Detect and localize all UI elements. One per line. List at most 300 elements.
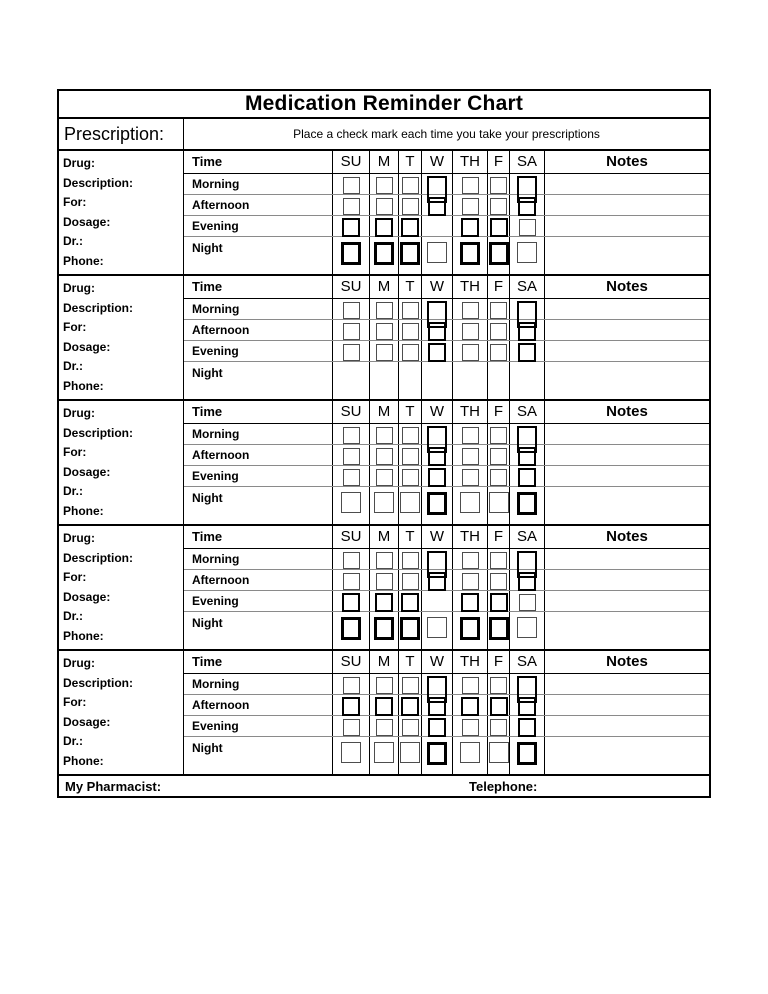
- checkbox[interactable]: [518, 197, 536, 216]
- field-label: Dr.:: [63, 359, 84, 373]
- checkbox[interactable]: [343, 302, 360, 319]
- notes-cell: [544, 424, 709, 444]
- checkbox[interactable]: [460, 617, 480, 640]
- checkbox[interactable]: [428, 197, 446, 216]
- check-cell: [452, 445, 487, 465]
- prescription-row: [59, 119, 709, 149]
- checkbox[interactable]: [490, 323, 507, 340]
- check-cell: [369, 195, 398, 215]
- checkbox[interactable]: [427, 617, 447, 638]
- checkbox[interactable]: [489, 492, 509, 513]
- checkbox[interactable]: [402, 719, 419, 736]
- field-label: Dosage:: [63, 214, 111, 229]
- checkbox[interactable]: [518, 572, 536, 591]
- time-row: [184, 362, 709, 399]
- checkbox[interactable]: [462, 448, 479, 465]
- check-cell: [452, 424, 487, 444]
- checkbox[interactable]: [490, 719, 507, 736]
- checkbox[interactable]: [343, 448, 360, 465]
- checkbox[interactable]: [400, 242, 420, 265]
- checkbox[interactable]: [402, 448, 419, 465]
- checkbox[interactable]: [517, 742, 537, 765]
- checkbox[interactable]: [490, 469, 507, 486]
- check-cell: [452, 695, 487, 715]
- checkbox[interactable]: [490, 593, 508, 612]
- checkbox[interactable]: [427, 742, 447, 765]
- notes-cell: [544, 320, 709, 340]
- checkbox[interactable]: [341, 492, 361, 513]
- checkbox[interactable]: [374, 492, 394, 513]
- check-cell: [332, 237, 369, 274]
- checkbox[interactable]: [518, 718, 536, 737]
- checkbox[interactable]: [518, 697, 536, 716]
- checkbox[interactable]: [376, 469, 393, 486]
- checkbox[interactable]: [489, 617, 509, 640]
- day-header: SU: [332, 651, 369, 673]
- checkbox[interactable]: [428, 718, 446, 737]
- checkbox[interactable]: [462, 573, 479, 590]
- field-label: Dr.:: [63, 234, 84, 248]
- check-cell: [509, 466, 544, 486]
- checkbox[interactable]: [376, 552, 393, 569]
- time-label: Evening: [192, 718, 239, 733]
- field-label: Description:: [63, 300, 134, 315]
- day-header: TH: [452, 526, 487, 548]
- checkbox[interactable]: [490, 177, 507, 194]
- check-cell: [452, 549, 487, 569]
- check-cell: [487, 445, 509, 465]
- check-cell: [332, 591, 369, 611]
- day-header: SU: [332, 401, 369, 423]
- day-header: M: [369, 651, 398, 673]
- check-cell: [332, 549, 369, 569]
- time-header: Time: [192, 654, 223, 670]
- check-cell: [487, 466, 509, 486]
- checkbox[interactable]: [401, 697, 419, 716]
- checkbox[interactable]: [462, 323, 479, 340]
- check-cell: [487, 674, 509, 694]
- notes-cell: [544, 737, 709, 774]
- check-cell: [369, 320, 398, 340]
- time-row: [184, 341, 709, 362]
- checkbox[interactable]: [374, 242, 394, 265]
- check-cell: [452, 466, 487, 486]
- notes-cell: [544, 695, 709, 715]
- checkbox[interactable]: [341, 242, 361, 265]
- checkbox[interactable]: [489, 742, 509, 763]
- checkbox[interactable]: [376, 344, 393, 361]
- check-cell: [398, 612, 421, 649]
- check-cell: [452, 174, 487, 194]
- check-cell: [509, 487, 544, 524]
- check-cell: [398, 737, 421, 774]
- time-row: [184, 195, 709, 216]
- checkbox[interactable]: [341, 617, 361, 640]
- time-header: Time: [192, 404, 223, 420]
- checkbox[interactable]: [376, 323, 393, 340]
- checkbox[interactable]: [490, 552, 507, 569]
- check-cell: [398, 591, 421, 611]
- checkbox[interactable]: [462, 302, 479, 319]
- time-label: Morning: [192, 676, 240, 691]
- check-cell: [509, 237, 544, 274]
- day-header: SA: [509, 651, 544, 673]
- notes-cell: [544, 237, 709, 274]
- check-cell: [369, 466, 398, 486]
- checkbox[interactable]: [461, 593, 479, 612]
- check-cell: [487, 216, 509, 236]
- day-header-row: [184, 151, 709, 174]
- check-cell: [509, 341, 544, 361]
- time-label: Night: [192, 365, 223, 380]
- checkbox[interactable]: [490, 448, 507, 465]
- checkbox[interactable]: [400, 742, 420, 763]
- schedule-grid: [184, 401, 709, 524]
- checkbox[interactable]: [376, 719, 393, 736]
- check-cell: [369, 716, 398, 736]
- field-label: Description:: [63, 550, 134, 565]
- check-cell: [421, 716, 452, 736]
- checkbox[interactable]: [402, 177, 419, 194]
- check-cell: [332, 466, 369, 486]
- medication-block: [59, 649, 709, 774]
- check-cell: [509, 299, 544, 319]
- day-header: M: [369, 151, 398, 173]
- check-cell: [487, 362, 509, 399]
- checkbox[interactable]: [376, 573, 393, 590]
- field-label: Drug:: [63, 406, 95, 420]
- check-cell: [369, 445, 398, 465]
- field-label: Description:: [63, 675, 134, 690]
- check-cell: [421, 487, 452, 524]
- check-cell: [369, 424, 398, 444]
- check-cell: [421, 570, 452, 590]
- checkbox[interactable]: [518, 322, 536, 341]
- checkbox[interactable]: [343, 344, 360, 361]
- check-cell: [509, 216, 544, 236]
- check-cell: [421, 362, 452, 399]
- time-row: [184, 716, 709, 737]
- checkbox[interactable]: [460, 242, 480, 265]
- checkbox[interactable]: [460, 492, 480, 513]
- schedule-grid: [184, 651, 709, 774]
- checkbox[interactable]: [376, 427, 393, 444]
- checkbox[interactable]: [462, 719, 479, 736]
- check-cell: [398, 299, 421, 319]
- checkbox[interactable]: [462, 552, 479, 569]
- checkbox[interactable]: [517, 242, 537, 263]
- checkbox[interactable]: [490, 697, 508, 716]
- check-cell: [332, 424, 369, 444]
- checkbox[interactable]: [376, 198, 393, 215]
- day-header: SU: [332, 151, 369, 173]
- time-row: [184, 591, 709, 612]
- check-cell: [369, 674, 398, 694]
- checkbox[interactable]: [519, 594, 536, 611]
- day-header: M: [369, 401, 398, 423]
- checkbox[interactable]: [341, 742, 361, 763]
- checkbox[interactable]: [518, 468, 536, 487]
- day-header: T: [398, 276, 421, 298]
- checkbox[interactable]: [342, 218, 360, 237]
- checkbox[interactable]: [462, 469, 479, 486]
- field-label: Dosage:: [63, 714, 111, 729]
- checkbox[interactable]: [427, 242, 447, 263]
- time-label: Evening: [192, 343, 239, 358]
- notes-cell: [544, 570, 709, 590]
- day-header: W: [421, 276, 452, 298]
- checkbox[interactable]: [342, 697, 360, 716]
- time-label: Afternoon: [192, 322, 250, 337]
- checkbox[interactable]: [343, 323, 360, 340]
- checkbox[interactable]: [400, 492, 420, 513]
- checkbox[interactable]: [490, 427, 507, 444]
- checkbox[interactable]: [518, 343, 536, 362]
- time-row: [184, 737, 709, 774]
- telephone-label: Telephone:: [469, 778, 538, 794]
- checkbox[interactable]: [428, 572, 446, 591]
- checkbox[interactable]: [376, 177, 393, 194]
- checkbox[interactable]: [462, 198, 479, 215]
- check-cell: [487, 237, 509, 274]
- checkbox[interactable]: [462, 177, 479, 194]
- checkbox[interactable]: [343, 198, 360, 215]
- check-cell: [509, 320, 544, 340]
- checkbox[interactable]: [462, 344, 479, 361]
- checkbox[interactable]: [343, 573, 360, 590]
- field-label: Phone:: [63, 378, 104, 393]
- check-cell: [452, 487, 487, 524]
- time-label: Evening: [192, 468, 239, 483]
- checkbox[interactable]: [402, 677, 419, 694]
- day-header: TH: [452, 651, 487, 673]
- checkbox[interactable]: [401, 593, 419, 612]
- field-label: Phone:: [63, 628, 104, 643]
- check-cell: [452, 570, 487, 590]
- drug-field-labels: [59, 401, 184, 524]
- checkbox[interactable]: [490, 677, 507, 694]
- notes-cell: [544, 487, 709, 524]
- check-cell: [509, 174, 544, 194]
- checkbox[interactable]: [517, 492, 537, 515]
- time-label: Afternoon: [192, 697, 250, 712]
- checkbox[interactable]: [402, 323, 419, 340]
- checkbox[interactable]: [374, 617, 394, 640]
- check-cell: [509, 549, 544, 569]
- check-cell: [509, 737, 544, 774]
- time-row: [184, 320, 709, 341]
- check-cell: [332, 216, 369, 236]
- pharmacist-label: My Pharmacist:: [65, 778, 162, 794]
- checkbox[interactable]: [342, 593, 360, 612]
- medication-chart: [57, 89, 711, 798]
- notes-header: Notes: [544, 276, 709, 298]
- check-cell: [421, 299, 452, 319]
- check-cell: [421, 174, 452, 194]
- day-header: W: [421, 526, 452, 548]
- time-header: Time: [192, 529, 223, 545]
- check-cell: [398, 424, 421, 444]
- checkbox[interactable]: [490, 218, 508, 237]
- day-header: SA: [509, 401, 544, 423]
- check-cell: [332, 320, 369, 340]
- check-cell: [398, 445, 421, 465]
- page-title: Medication Reminder Chart: [59, 91, 709, 119]
- instruction-text: Place a check mark each time you take your prescriptions: [293, 127, 600, 141]
- checkbox[interactable]: [374, 742, 394, 763]
- checkbox[interactable]: [428, 343, 446, 362]
- checkbox[interactable]: [462, 677, 479, 694]
- checkbox[interactable]: [375, 697, 393, 716]
- checkbox[interactable]: [402, 427, 419, 444]
- check-cell: [369, 237, 398, 274]
- check-cell: [487, 591, 509, 611]
- notes-header: Notes: [544, 401, 709, 423]
- notes-cell: [544, 612, 709, 649]
- blocks: [59, 149, 709, 774]
- checkbox[interactable]: [402, 302, 419, 319]
- checkbox[interactable]: [428, 447, 446, 466]
- notes-cell: [544, 445, 709, 465]
- checkbox[interactable]: [461, 697, 479, 716]
- check-cell: [398, 674, 421, 694]
- checkbox[interactable]: [376, 677, 393, 694]
- checkbox[interactable]: [428, 468, 446, 487]
- check-cell: [487, 195, 509, 215]
- checkbox[interactable]: [343, 677, 360, 694]
- time-header: Time: [192, 154, 223, 170]
- checkbox[interactable]: [519, 219, 536, 236]
- checkbox[interactable]: [376, 448, 393, 465]
- day-header: TH: [452, 401, 487, 423]
- check-cell: [421, 549, 452, 569]
- checkbox[interactable]: [376, 302, 393, 319]
- checkbox[interactable]: [402, 469, 419, 486]
- checkbox[interactable]: [460, 742, 480, 763]
- checkbox[interactable]: [402, 573, 419, 590]
- checkbox[interactable]: [428, 697, 446, 716]
- check-cell: [452, 591, 487, 611]
- check-cell: [421, 424, 452, 444]
- checkbox[interactable]: [402, 552, 419, 569]
- check-cell: [369, 612, 398, 649]
- checkbox[interactable]: [461, 218, 479, 237]
- check-cell: [487, 299, 509, 319]
- check-cell: [398, 487, 421, 524]
- check-cell: [452, 320, 487, 340]
- checkbox[interactable]: [490, 198, 507, 215]
- checkbox[interactable]: [375, 218, 393, 237]
- checkbox[interactable]: [462, 427, 479, 444]
- check-cell: [421, 320, 452, 340]
- time-row: [184, 695, 709, 716]
- check-cell: [487, 424, 509, 444]
- check-cell: [369, 591, 398, 611]
- check-cell: [509, 445, 544, 465]
- field-label: Dr.:: [63, 609, 84, 623]
- field-label: Phone:: [63, 503, 104, 518]
- check-cell: [487, 737, 509, 774]
- checkbox[interactable]: [427, 492, 447, 515]
- notes-cell: [544, 299, 709, 319]
- checkbox[interactable]: [518, 447, 536, 466]
- check-cell: [452, 612, 487, 649]
- checkbox[interactable]: [490, 302, 507, 319]
- checkbox[interactable]: [400, 617, 420, 640]
- check-cell: [421, 674, 452, 694]
- checkbox[interactable]: [428, 322, 446, 341]
- drug-field-labels: [59, 276, 184, 399]
- check-cell: [509, 424, 544, 444]
- checkbox[interactable]: [375, 593, 393, 612]
- check-cell: [398, 320, 421, 340]
- check-cell: [398, 549, 421, 569]
- check-cell: [421, 341, 452, 361]
- field-label: For:: [63, 695, 87, 709]
- field-label: For:: [63, 195, 87, 209]
- check-cell: [369, 362, 398, 399]
- schedule-grid: [184, 151, 709, 274]
- check-cell: [332, 195, 369, 215]
- check-cell: [487, 174, 509, 194]
- check-cell: [487, 570, 509, 590]
- check-cell: [452, 299, 487, 319]
- checkbox[interactable]: [343, 552, 360, 569]
- day-header: SU: [332, 276, 369, 298]
- checkbox[interactable]: [402, 198, 419, 215]
- check-cell: [398, 362, 421, 399]
- checkbox[interactable]: [401, 218, 419, 237]
- check-cell: [332, 174, 369, 194]
- time-row: [184, 174, 709, 195]
- checkbox[interactable]: [343, 469, 360, 486]
- checkbox[interactable]: [490, 573, 507, 590]
- check-cell: [421, 466, 452, 486]
- check-cell: [398, 174, 421, 194]
- check-cell: [452, 216, 487, 236]
- check-cell: [332, 341, 369, 361]
- medication-block: [59, 524, 709, 649]
- field-label: For:: [63, 445, 87, 459]
- time-row: [184, 570, 709, 591]
- checkbox[interactable]: [343, 177, 360, 194]
- time-label: Afternoon: [192, 572, 250, 587]
- checkbox[interactable]: [517, 617, 537, 638]
- notes-cell: [544, 549, 709, 569]
- time-label: Afternoon: [192, 447, 250, 462]
- checkbox[interactable]: [343, 719, 360, 736]
- checkbox[interactable]: [490, 344, 507, 361]
- day-header: W: [421, 151, 452, 173]
- check-cell: [332, 299, 369, 319]
- check-cell: [452, 341, 487, 361]
- notes-cell: [544, 216, 709, 236]
- notes-cell: [544, 362, 709, 399]
- checkbox[interactable]: [343, 427, 360, 444]
- day-header: F: [487, 526, 509, 548]
- checkbox[interactable]: [402, 344, 419, 361]
- day-header: F: [487, 401, 509, 423]
- day-header: W: [421, 651, 452, 673]
- time-label: Night: [192, 240, 223, 255]
- schedule-grid: [184, 526, 709, 649]
- field-label: For:: [63, 570, 87, 584]
- time-label: Night: [192, 490, 223, 505]
- notes-cell: [544, 341, 709, 361]
- field-label: Dosage:: [63, 464, 111, 479]
- notes-cell: [544, 466, 709, 486]
- checkbox[interactable]: [489, 242, 509, 265]
